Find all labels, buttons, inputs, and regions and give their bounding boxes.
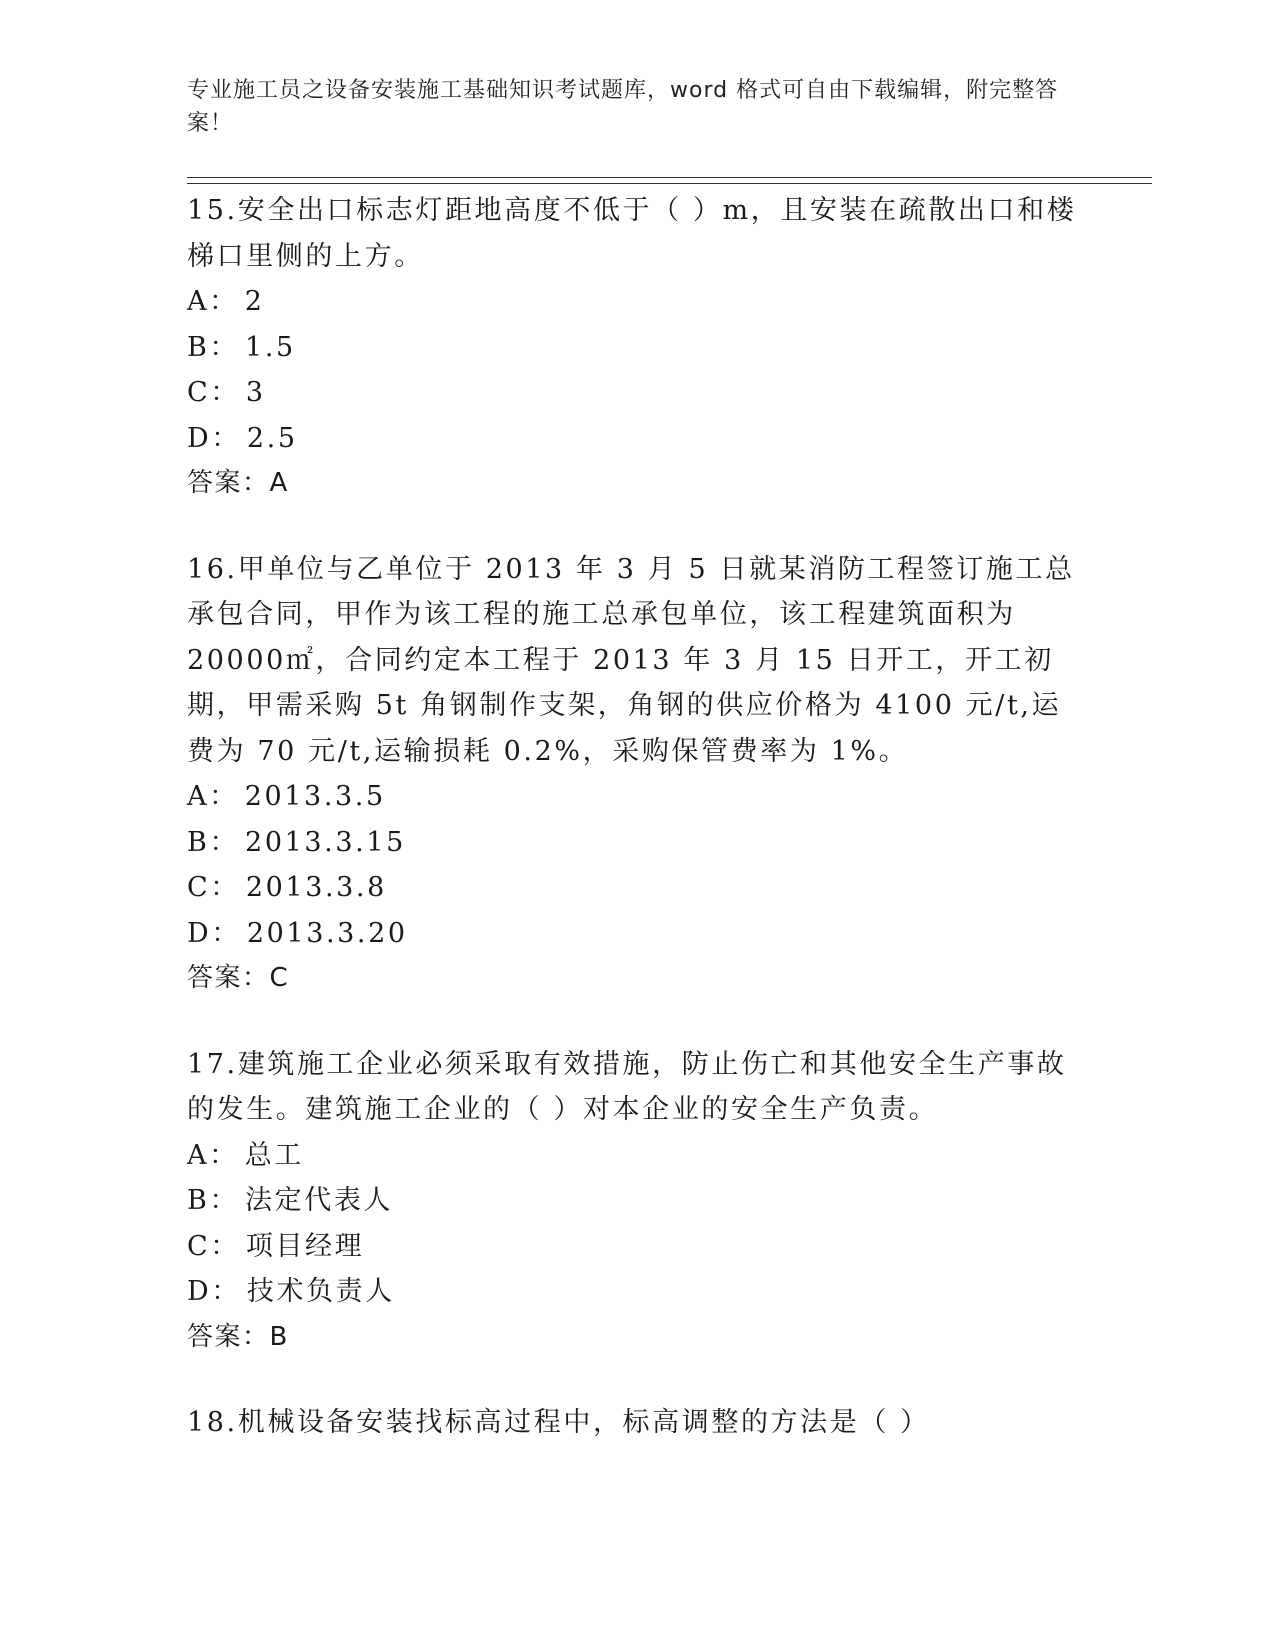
option-text: 2013.3.5: [244, 781, 386, 812]
option-key: B：: [187, 826, 240, 858]
question-16: [187, 547, 1087, 1002]
option-text: 2.5: [246, 422, 298, 454]
option-text: 法定代表人: [245, 1185, 394, 1216]
option-key: C：: [187, 872, 240, 903]
option-text: 2013.3.20: [246, 917, 408, 949]
option-text: 总工: [244, 1139, 304, 1171]
option-text: 2013.3.15: [245, 826, 406, 858]
question-15: [187, 188, 1087, 507]
option-key: C：: [187, 1230, 240, 1262]
option-key: D：: [187, 422, 241, 454]
option-b: [187, 820, 1087, 866]
answer-line: 答案：A: [187, 468, 289, 498]
question-18: [187, 1400, 1087, 1446]
question-stem: 17.建筑施工企业必须采取有效措施，防止伤亡和其他安全生产事故的发生。建筑施工企业的（ ）对本企业的安全生产负责。: [187, 1048, 1067, 1125]
question-list: [187, 188, 1087, 1486]
option-b: [187, 325, 1087, 371]
question-stem: 16.甲单位与乙单位于 2013 年 3 月 5 日就某消防工程签订施工总承包合同，甲作为该工程的施工总承包单位，该工程建筑面积为 20000㎡，合同约定本工程于 2013 年 3 月 15 日开工，开工初期，甲需采购 5t 角钢制作支架，角钢的供应价格为 4100 元/t,运费为 70 元/t,运输损耗 0.2%，采购保管费率为 1%。: [187, 553, 1075, 767]
option-a: [187, 279, 1087, 325]
option-a: [187, 774, 1087, 820]
option-key: A：: [187, 286, 239, 317]
option-key: B：: [187, 331, 240, 363]
option-b: [187, 1178, 1087, 1224]
question-17: [187, 1042, 1087, 1361]
option-key: D：: [187, 1276, 241, 1307]
option-a: [187, 1133, 1087, 1179]
option-d: [187, 416, 1087, 462]
option-text: 1.5: [245, 331, 296, 363]
option-c: [187, 1224, 1087, 1270]
option-text: 技术负责人: [246, 1276, 395, 1307]
option-d: [187, 911, 1087, 957]
option-text: 2: [244, 286, 265, 317]
option-key: A：: [187, 781, 239, 812]
question-stem: 15.安全出口标志灯距地高度不低于（ ）m，且安装在疏散出口和楼梯口里侧的上方。: [187, 195, 1077, 272]
answer-line: 答案：B: [187, 1321, 289, 1352]
option-key: A：: [187, 1139, 239, 1171]
option-key: D：: [187, 917, 241, 949]
header-divider-bottom: [187, 183, 1152, 184]
option-text: 3: [245, 377, 266, 408]
option-text: 项目经理: [245, 1230, 365, 1262]
option-text: 2013.3.8: [245, 872, 387, 903]
option-c: [187, 370, 1087, 416]
answer-line: 答案：C: [187, 963, 290, 993]
option-d: [187, 1269, 1087, 1315]
option-key: B：: [187, 1185, 240, 1216]
document-header: 专业施工员之设备安装施工基础知识考试题库，word 格式可自由下载编辑，附完整答案！: [187, 78, 1059, 136]
question-stem: 18.机械设备安装找标高过程中，标高调整的方法是（ ）: [187, 1407, 930, 1438]
header-divider-top: [187, 177, 1152, 178]
option-key: C：: [187, 377, 240, 408]
option-c: [187, 865, 1087, 911]
